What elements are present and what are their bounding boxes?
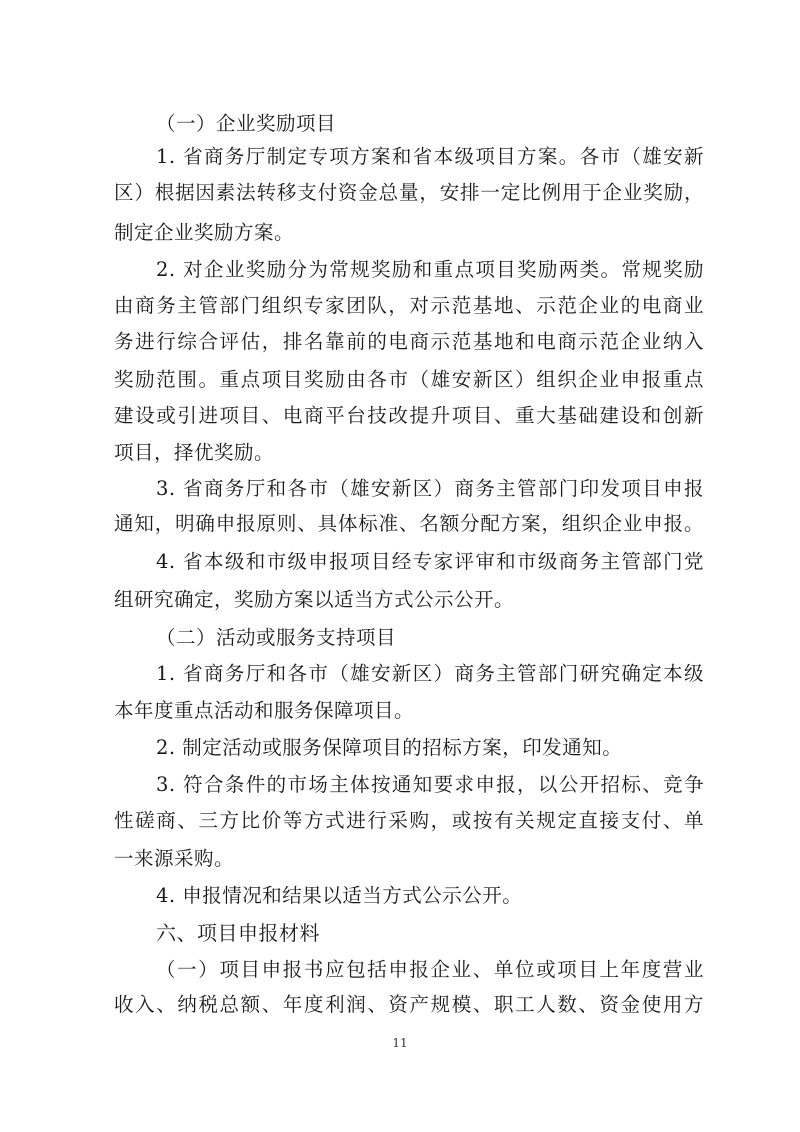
- paragraph-line: 制定企业奖励方案。: [114, 221, 295, 244]
- paragraph-line: 收入、纳税总额、年度利润、资产规模、职工人数、资金使用方: [114, 993, 704, 1016]
- paragraph-line: （一）项目申报书应包括申报企业、单位或项目上年度营业: [156, 958, 704, 981]
- paragraph-line: 一来源采购。: [114, 847, 235, 870]
- paragraph-line: 奖励范围。重点项目奖励由各市（雄安新区）组织企业申报重点: [114, 368, 704, 391]
- paragraph-line: 3. 省商务厅和各市（雄安新区）商务主管部门印发项目申报: [156, 477, 704, 500]
- paragraph-line: 组研究确定，奖励方案以适当方式公示公开。: [114, 588, 515, 611]
- paragraph-line: 1. 省商务厅和各市（雄安新区）商务主管部门研究确定本级: [156, 662, 704, 685]
- paragraph-line: 务进行综合评估，排名靠前的电商示范基地和电商示范企业纳入: [114, 330, 704, 353]
- page-number: 11: [392, 1036, 408, 1050]
- paragraph-line: 3. 符合条件的市场主体按通知要求申报，以公开招标、竞争: [156, 773, 704, 796]
- section-heading-application-materials: 六、项目申报材料: [156, 921, 320, 945]
- subheading-enterprise-reward: （一）企业奖励项目: [156, 112, 337, 135]
- paragraph-line: 4. 省本级和市级申报项目经专家评审和市级商务主管部门党: [156, 550, 704, 573]
- paragraph-line: 通知，明确申报原则、具体标准、名额分配方案，组织企业申报。: [114, 512, 704, 535]
- paragraph-line: 区）根据因素法转移支付资金总量，安排一定比例用于企业奖励，: [114, 181, 704, 204]
- subheading-activity-service: （二）活动或服务支持项目: [156, 626, 397, 649]
- paragraph-line: 2. 对企业奖励分为常规奖励和重点项目奖励两类。常规奖励: [156, 258, 704, 281]
- paragraph-line: 1. 省商务厅制定专项方案和省本级项目方案。各市（雄安新: [156, 145, 704, 168]
- paragraph-line: 4. 申报情况和结果以适当方式公示公开。: [156, 884, 523, 907]
- paragraph-line: 建设或引进项目、电商平台技改提升项目、重大基础建设和创新: [114, 404, 704, 427]
- paragraph-line: 由商务主管部门组织专家团队，对示范基地、示范企业的电商业: [114, 294, 704, 317]
- paragraph-line: 性磋商、三方比价等方式进行采购，或按有关规定直接支付、单: [114, 809, 704, 832]
- paragraph-line: 项目，择优奖励。: [114, 441, 275, 464]
- paragraph-line: 2. 制定活动或服务保障项目的招标方案，印发通知。: [156, 736, 623, 759]
- paragraph-line: 本年度重点活动和服务保障项目。: [114, 699, 415, 722]
